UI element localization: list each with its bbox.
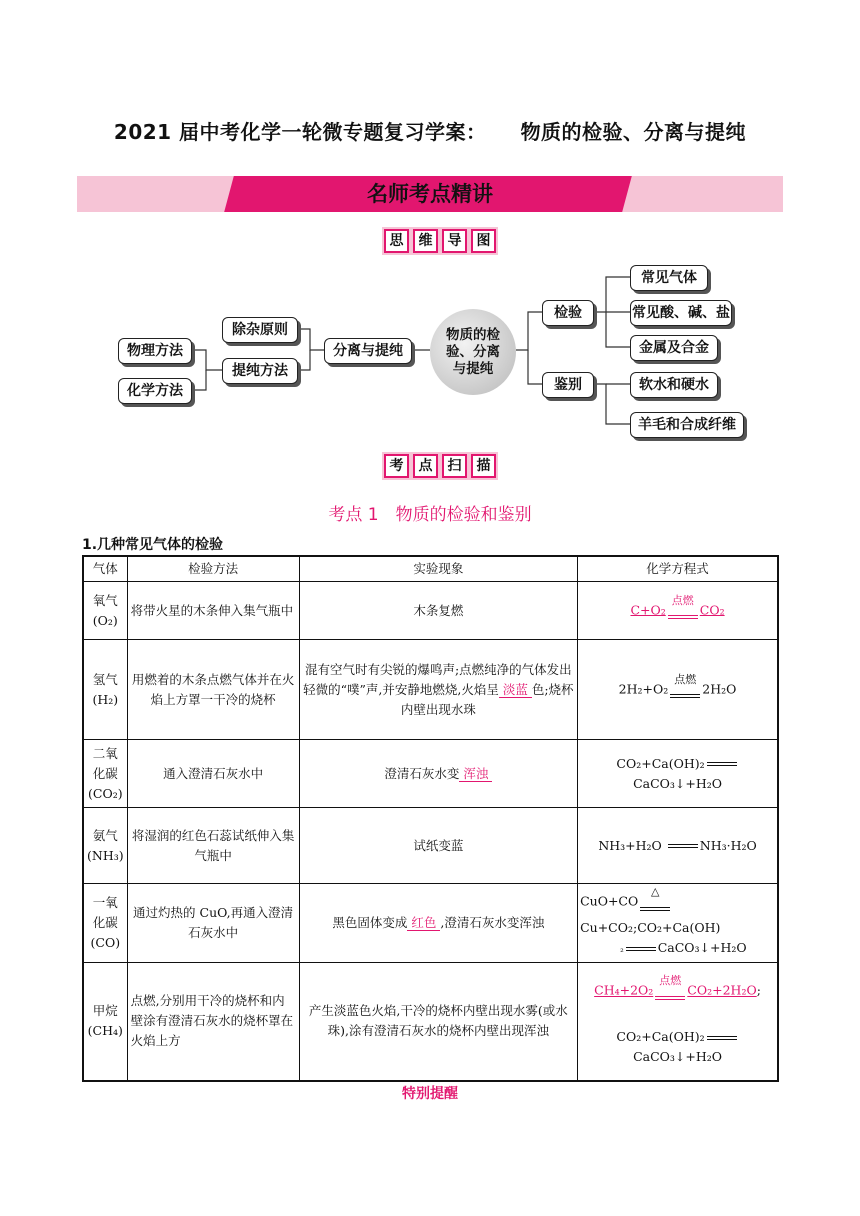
eq-left: CO₂+Ca(OH)₂ [616,755,705,771]
equation-cell [578,808,778,884]
node-fiber: 羊毛和合成纤维 [630,412,744,438]
phenomenon-cell [299,884,578,963]
eq-double-line [653,992,687,1004]
gas-test-table [82,555,779,1082]
method-cell: 将湿润的红色石蕊试纸伸入集气瓶中 [127,808,299,884]
header-cell: 检验方法 [127,556,299,582]
phen-answer: 浑浊 [459,766,492,782]
node-identify: 鉴别 [542,372,594,398]
eq-sign [638,886,672,918]
eq-right: CO₂ [699,602,725,617]
phenomenon-cell: 试纸变蓝 [299,808,578,884]
phenomenon-cell: 木条复燃 [299,582,578,640]
method-cell: 通入澄清石灰水中 [127,740,299,808]
eq-condition: 点燃 [674,672,697,686]
node-purify-method: 提纯方法 [222,358,298,384]
equation-cell [578,884,778,963]
method-cell: 通过灼热的 CuO,再通入澄清石灰水中 [127,884,299,963]
special-reminder: 特别提醒 [402,1086,458,1102]
eq-right: 2H₂O [702,681,737,696]
table-row [83,963,778,1081]
eq-left: NH₃+H₂O [598,837,662,853]
gas-cell: 氨气(NH₃) [83,808,127,884]
gas-cell: 二氧化碳(CO₂) [83,740,127,808]
eq-right: CaCO₃↓+H₂O [633,775,723,791]
node-removal-principle: 除杂原则 [222,317,298,343]
table-row [83,884,778,963]
eq-right: CaCO₃↓+H₂O [633,1049,723,1065]
eq-sign [668,674,702,706]
section-heading: 1.几种常见气体的检验 [82,537,224,553]
eq-double-line [666,611,700,623]
gas-cell: 氢气(H₂) [83,640,127,740]
table-row [83,640,778,740]
node-metals: 金属及合金 [630,335,718,361]
heading-char: 思 [384,229,409,253]
eq-right: Cu+CO₂;CO₂+Ca(OH) [580,920,721,935]
phen-text: 混有空气时有尖锐的爆鸣声;点燃纯净的气体发出轻微的“噗”声,并安静地燃烧,火焰呈 [303,661,572,697]
equation-cell [578,582,778,640]
method-cell: 用燃着的木条点燃气体并在火焰上方罩一干冷的烧杯 [127,640,299,740]
eq-sign [653,975,687,1007]
table-header-row [83,556,778,582]
kaodian-title: 考点 1 物质的检验和鉴别 [328,505,532,525]
phen-answer: 淡蓝 [499,682,532,698]
eq-right: NH₃·H₂O [699,837,757,853]
equation-cell [578,640,778,740]
eq-left: CO₂+Ca(OH)₂ [616,1029,705,1045]
center-label: 物质的检验、分离与提纯 [446,326,500,377]
banner-text: 名师考点精讲 [367,182,493,206]
eq-double-line [666,840,700,852]
method-cell: 将带火星的木条伸入集气瓶中 [127,582,299,640]
title-part1: 2021 届中考化学一轮微专题复习学案： [113,120,487,144]
node-chemical-method: 化学方法 [118,378,192,404]
method-cell: 点燃,分别用干冷的烧杯和内壁涂有澄清石灰水的烧杯罩在火焰上方 [127,963,299,1081]
node-separate-purify: 分离与提纯 [324,338,412,364]
node-physical-method: 物理方法 [118,338,192,364]
mindmap-center [430,309,516,395]
eq-left: C+O₂ [630,602,666,617]
eq-double-line [705,758,739,770]
heading-char: 维 [413,229,438,253]
eq-right: CO₂+2H₂O [687,982,757,998]
heading-char: 图 [471,229,496,253]
node-water: 软水和硬水 [630,372,718,398]
eq-condition: △ [651,885,660,898]
node-acid-base-salt: 常见酸、碱、盐 [630,300,732,326]
phenomenon-cell [299,640,578,740]
phen-text: 澄清石灰水变 [384,765,460,781]
header-cell: 气体 [83,556,127,582]
equation-cell [578,740,778,808]
eq-double-line [638,903,672,915]
mindmap-connectors [0,0,860,480]
phen-text: 色;烧杯内壁出现水珠 [400,681,574,717]
gas-cell: 一氧化碳(CO) [83,884,127,963]
heading-char: 描 [471,454,496,478]
node-inspect: 检验 [542,300,594,326]
eq-condition: 点燃 [659,974,682,988]
header-cell: 化学方程式 [578,556,778,582]
eq-condition: 点燃 [671,593,694,607]
header-cell: 实验现象 [299,556,578,582]
phen-text: ,澄清石灰水变浑浊 [440,915,545,930]
eq-subscript: ₂ [620,945,624,955]
phenomenon-cell [299,740,578,808]
equation-cell [578,963,778,1081]
heading-char: 扫 [442,454,467,478]
heading-char: 点 [413,454,438,478]
eq-tail: ; [756,982,761,998]
phen-text: 黑色固体变成 [332,915,408,930]
eq-left: 2H₂+O₂ [618,681,669,696]
eq-left: CH₄+2O₂ [594,982,654,998]
scan-heading [382,452,498,480]
eq-double-line [705,1032,739,1044]
eq-double-line [624,943,658,955]
eq-left: CuO+CO [580,893,639,909]
node-common-gases: 常见气体 [630,265,708,291]
table-row [83,582,778,640]
gas-cell: 氧气(O₂) [83,582,127,640]
heading-char: 导 [442,229,467,253]
eq-sign [666,595,700,627]
phenomenon-cell: 产生淡蓝色火焰,干冷的烧杯内壁出现水雾(或水珠),涂有澄清石灰水的烧杯内壁出现浑浊 [299,963,578,1081]
gas-cell: 甲烷(CH₄) [83,963,127,1081]
eq-right: CaCO₃↓+H₂O [657,940,747,955]
eq-double-line [668,690,702,702]
heading-char: 考 [384,454,409,478]
title-part2: 物质的检验、分离与提纯 [520,120,747,144]
phen-answer: 红色 [407,915,440,931]
table-row [83,808,778,884]
table-row [83,740,778,808]
